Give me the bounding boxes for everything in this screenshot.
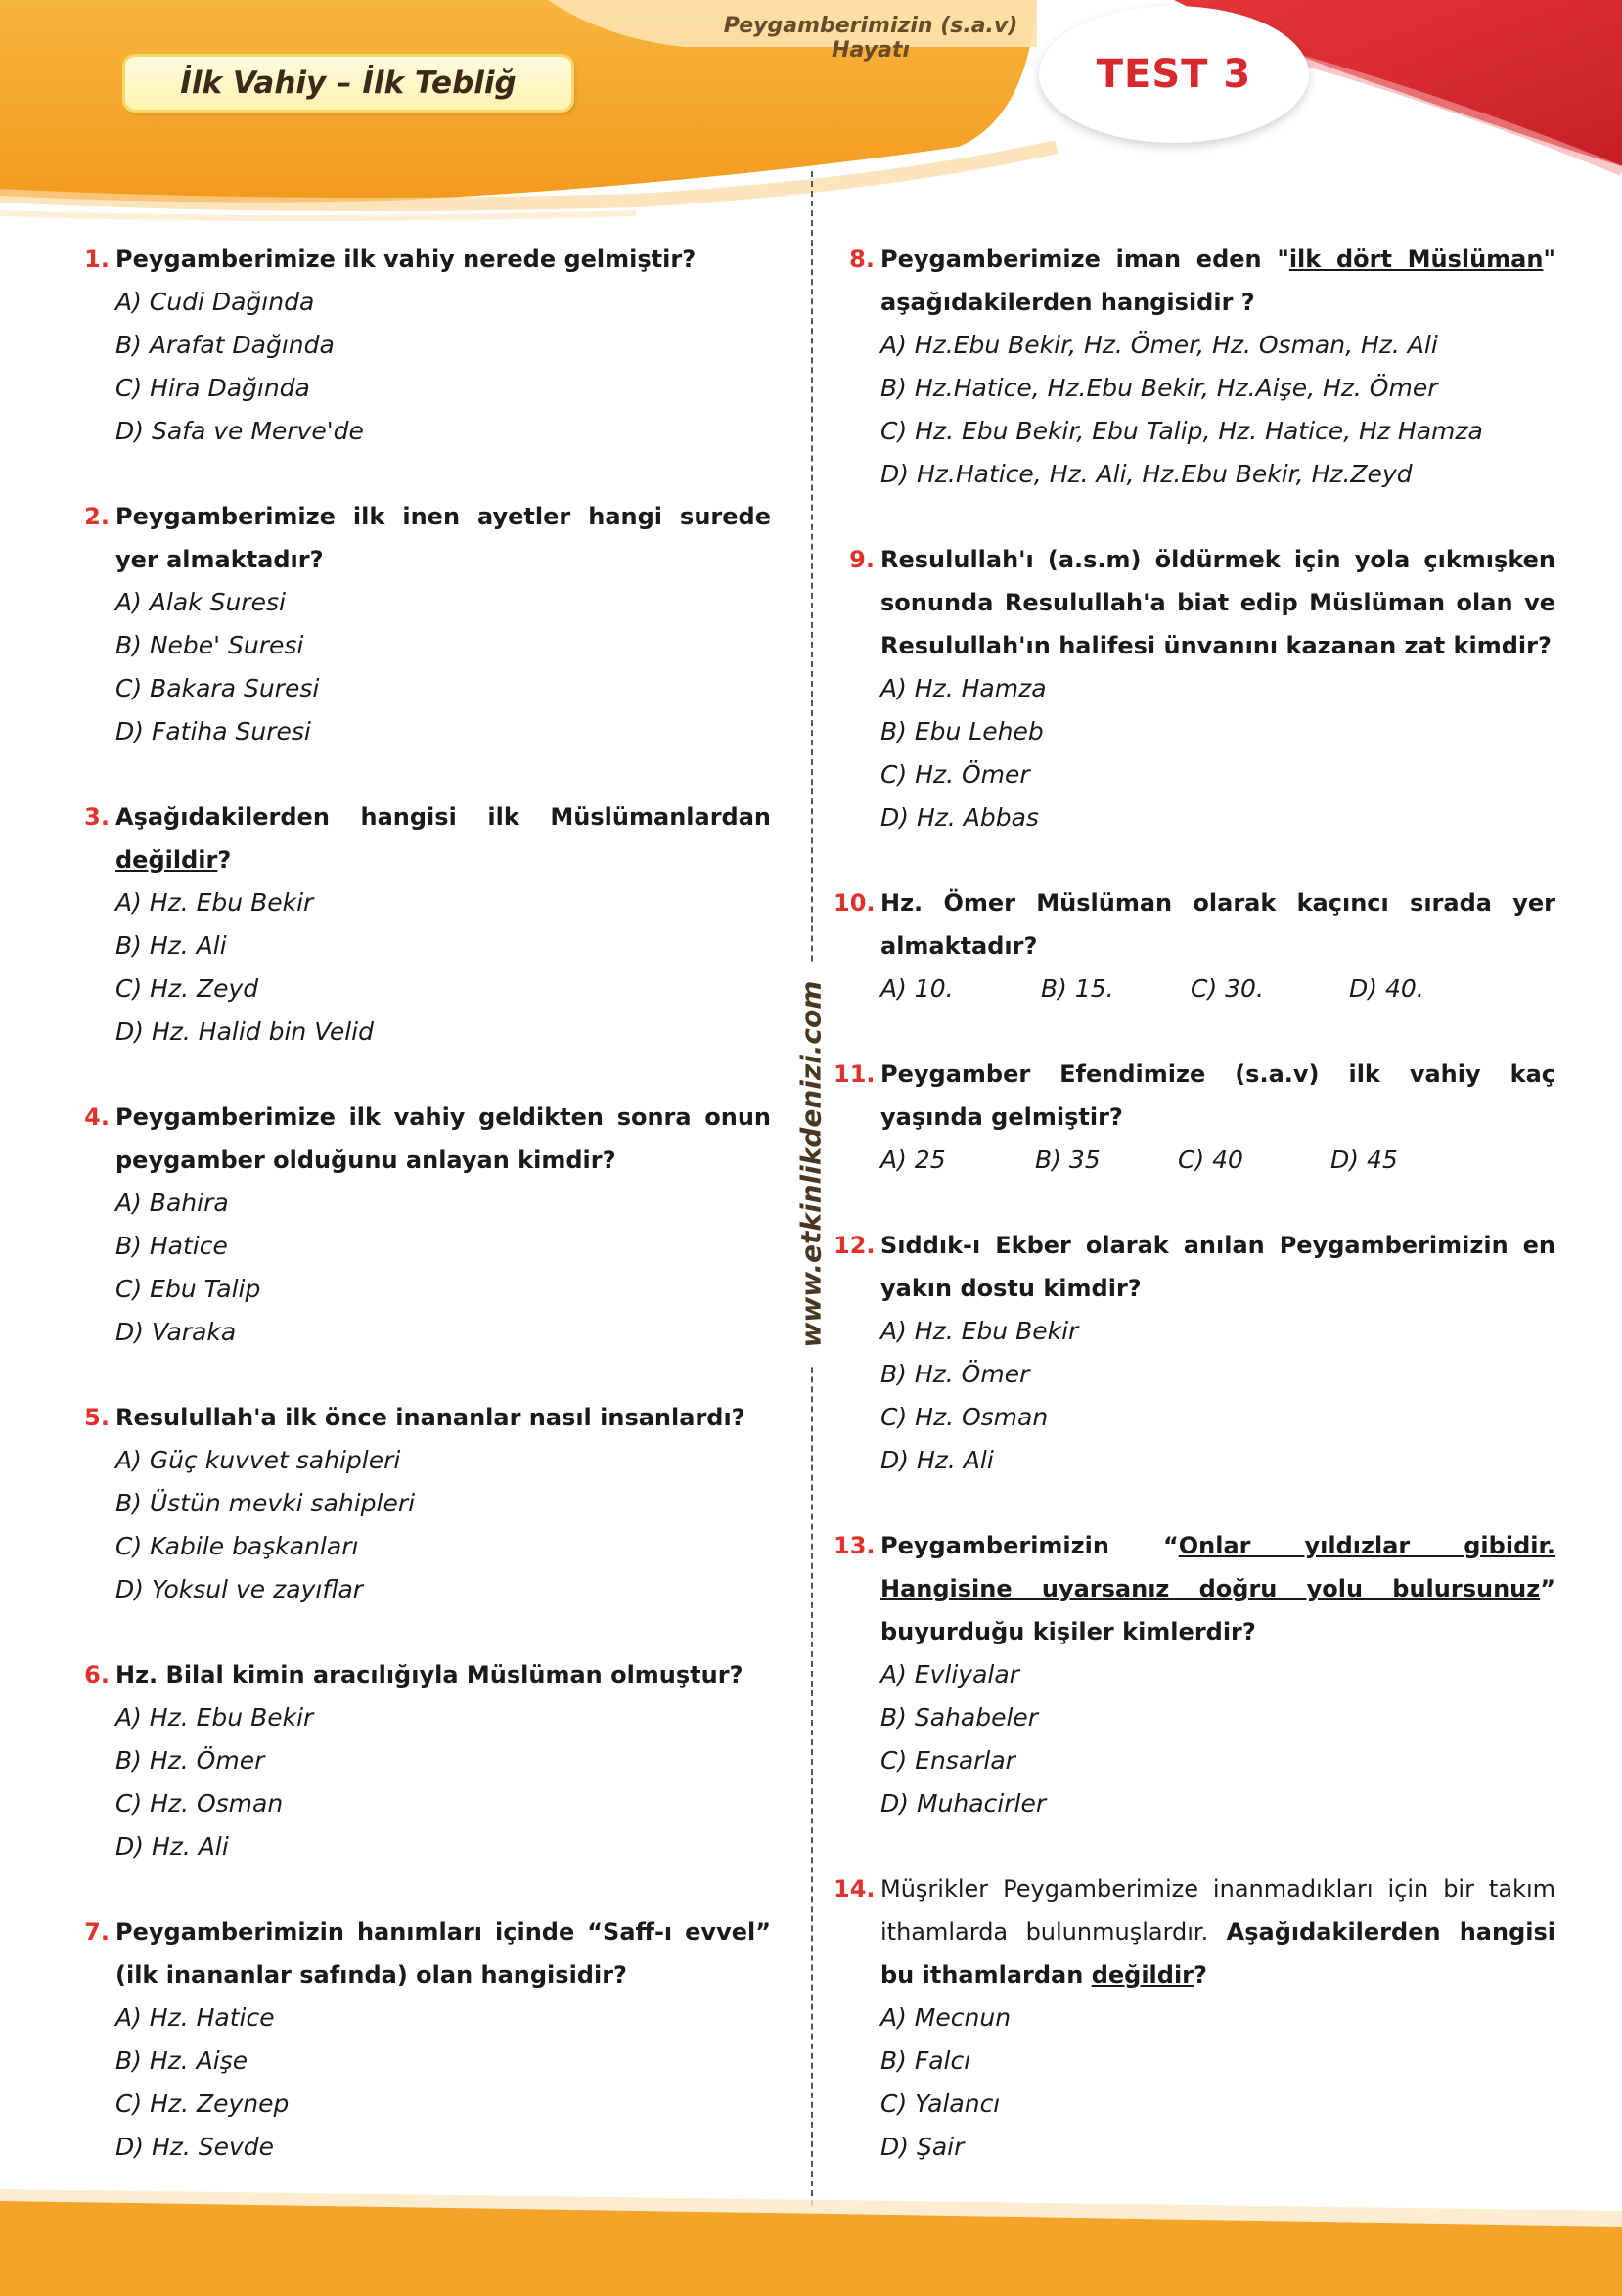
question-text-part: " aşağıdakilerden hangisidir ? xyxy=(880,246,1555,316)
option: B) Hz. Ali xyxy=(115,931,227,960)
question-number: 1. xyxy=(84,246,110,273)
question-text-part: ? xyxy=(217,846,232,874)
question-number: 7. xyxy=(84,1918,110,1946)
option: A) Hz. Ebu Bekir xyxy=(115,888,314,917)
underlined-quote: Onlar yıldızlar gibidir. Hangisine uyarsanız doğru yolu bulursunuz xyxy=(880,1532,1556,1602)
option: A) Güç kuvvet sahipleri xyxy=(115,1446,401,1474)
question-1 xyxy=(78,238,771,453)
option: B) Üstün mevki sahipleri xyxy=(115,1489,416,1517)
option: A) 25 xyxy=(880,1146,946,1174)
question-number: 14. xyxy=(834,1875,876,1903)
option: D) Varaka xyxy=(115,1318,237,1346)
option: D) Hz. Ali xyxy=(115,1832,229,1861)
question-number: 2. xyxy=(84,503,110,530)
question-text-part: Peygamberimize iman eden " xyxy=(880,246,1289,273)
option: B) Hz. Ömer xyxy=(880,1360,1030,1388)
question-3 xyxy=(78,795,771,1054)
option: A) Hz. Hatice xyxy=(115,2003,275,2032)
underlined-phrase: ilk dört Müslüman xyxy=(1288,246,1544,273)
option: D) Muhacirler xyxy=(880,1789,1047,1818)
question-text-part: Peygamberimizin “ xyxy=(880,1532,1179,1559)
question-number: 6. xyxy=(84,1661,110,1688)
underlined-word: değildir xyxy=(115,846,218,874)
option: B) 35 xyxy=(1035,1146,1101,1174)
question-number: 5. xyxy=(84,1404,110,1431)
subject-title: Peygamberimizin (s.a.v) Hayatı xyxy=(723,14,1018,63)
option: C) Hira Dağında xyxy=(115,374,310,402)
option: B) Falcı xyxy=(880,2047,971,2075)
option: C) Kabile başkanları xyxy=(115,1532,359,1560)
option: A) Bahira xyxy=(115,1189,229,1217)
option: A) Hz. Ebu Bekir xyxy=(880,1317,1079,1345)
question-text xyxy=(880,1524,1555,1653)
question-text-plain: Müşrikler Peygamberimize inanmadıkları için bir takım ithamlarda bulunmuşlardır. xyxy=(880,1875,1555,1946)
test-label: TEST 3 xyxy=(1096,52,1252,97)
question-9 xyxy=(843,538,1555,839)
question-text-part: ? xyxy=(1194,1961,1207,1989)
watermark: www.etkinlikdenizi.com xyxy=(795,964,828,1366)
option: D) Fatiha Suresi xyxy=(115,717,311,745)
question-text: Hz. Ömer Müslüman olarak kaçıncı sırada yer almaktadır? xyxy=(880,889,1555,960)
question-12 xyxy=(834,1224,1555,1482)
topic-title: İlk Vahiy – İlk Tebliğ xyxy=(180,66,517,101)
question-text: Peygamberimize ilk vahiy nerede gelmiştir? xyxy=(115,246,697,273)
question-number: 13. xyxy=(834,1532,876,1559)
options-row xyxy=(880,1139,1555,1182)
option: D) 45 xyxy=(1330,1146,1398,1174)
question-text: Resulullah'ı (a.s.m) öldürmek için yola çıkmışken sonunda Resulullah'a biat edip Müslüman olan ve Resulullah'ın halifesi ünvanını kazanan zat kimdir? xyxy=(880,546,1555,659)
option: C) 40 xyxy=(1178,1146,1243,1174)
test-badge xyxy=(1039,6,1309,143)
question-10 xyxy=(834,881,1555,1011)
option: B) Hz.Hatice, Hz.Ebu Bekir, Hz.Aişe, Hz. Ömer xyxy=(880,374,1438,402)
option: B) Hatice xyxy=(115,1232,228,1260)
question-14 xyxy=(834,1868,1556,2169)
option: D) Şair xyxy=(880,2133,965,2161)
option: A) Mecnun xyxy=(880,2003,1012,2032)
question-number: 3. xyxy=(84,803,110,831)
question-number: 10. xyxy=(834,889,876,917)
option: D) Hz. Halid bin Velid xyxy=(115,1017,374,1046)
question-text xyxy=(115,795,771,881)
option: C) Hz. Zeynep xyxy=(115,2090,290,2118)
option: C) Hz. Ebu Bekir, Ebu Talip, Hz. Hatice, Hz Hamza xyxy=(880,417,1483,445)
question-13 xyxy=(834,1524,1556,1825)
option: D) Yoksul ve zayıflar xyxy=(115,1575,364,1603)
question-text: Resulullah'a ilk önce inananlar nasıl insanlardı? xyxy=(115,1404,745,1431)
left-column xyxy=(78,238,771,2211)
option: C) Bakara Suresi xyxy=(115,674,320,702)
option: C) Yalancı xyxy=(880,2090,1001,2118)
question-text: Hz. Bilal kimin aracılığıyla Müslüman olmuştur? xyxy=(115,1661,743,1688)
question-text xyxy=(880,238,1555,324)
options-row xyxy=(880,968,1555,1011)
question-text-part: Aşağıdakilerden hangisi ilk Müslümanlardan xyxy=(115,803,771,831)
question-11 xyxy=(834,1053,1555,1182)
question-number: 4. xyxy=(84,1103,110,1131)
option: C) Hz. Osman xyxy=(115,1789,284,1818)
question-number: 12. xyxy=(834,1232,876,1259)
question-text: Peygamberimizin hanımları içinde “Saff-ı evvel” (ilk inananlar safında) olan hangisidir? xyxy=(115,1918,771,1989)
question-2 xyxy=(78,495,771,753)
option: D) Hz. Sevde xyxy=(115,2133,275,2161)
question-text-part: Aşağıdakilerden hangisi bu ithamlardan xyxy=(880,1918,1556,1989)
question-4 xyxy=(78,1096,771,1354)
option: B) Hz. Aişe xyxy=(115,2047,248,2075)
option: D) Safa ve Merve'de xyxy=(115,417,364,445)
footer-background xyxy=(0,2172,1622,2296)
option: A) Hz.Ebu Bekir, Hz. Ömer, Hz. Osman, Hz. Ali xyxy=(880,331,1438,359)
question-text xyxy=(880,1868,1555,1997)
question-8 xyxy=(843,238,1555,496)
topic-box xyxy=(125,57,571,110)
option: D) 40. xyxy=(1349,974,1424,1003)
option: A) 10. xyxy=(880,974,954,1003)
right-column xyxy=(834,238,1556,2211)
option: D) Hz.Hatice, Hz. Ali, Hz.Ebu Bekir, Hz.Zeyd xyxy=(880,460,1413,488)
question-number: 11. xyxy=(834,1060,876,1088)
option: A) Hz. Ebu Bekir xyxy=(115,1703,314,1732)
question-5 xyxy=(78,1396,771,1611)
question-number: 9. xyxy=(849,546,875,573)
question-text-part: ” buyurduğu kişiler kimlerdir? xyxy=(880,1575,1555,1645)
option: C) Ensarlar xyxy=(880,1746,1015,1775)
option: C) Ebu Talip xyxy=(115,1275,261,1303)
option: C) Hz. Zeyd xyxy=(115,974,259,1003)
option: B) Nebe' Suresi xyxy=(115,631,304,659)
option: C) 30. xyxy=(1191,974,1264,1003)
option: A) Evliyalar xyxy=(880,1660,1019,1688)
option: A) Cudi Dağında xyxy=(115,288,315,316)
question-text: Sıddık-ı Ekber olarak anılan Peygamberimizin en yakın dostu kimdir? xyxy=(880,1232,1555,1302)
option: A) Alak Suresi xyxy=(115,588,286,616)
option: C) Hz. Ömer xyxy=(880,760,1030,788)
question-number: 8. xyxy=(849,246,875,273)
option: B) Ebu Leheb xyxy=(880,717,1044,745)
option: B) Sahabeler xyxy=(880,1703,1039,1732)
question-7 xyxy=(78,1911,771,2169)
question-6 xyxy=(78,1653,771,1868)
underlined-word: değildir xyxy=(1091,1961,1194,1989)
option: D) Hz. Abbas xyxy=(880,803,1039,832)
option: D) Hz. Ali xyxy=(880,1446,994,1474)
option: B) Arafat Dağında xyxy=(115,331,335,359)
question-text: Peygamberimize ilk vahiy geldikten sonra onun peygamber olduğunu anlayan kimdir? xyxy=(115,1103,771,1174)
question-text: Peygamberimize ilk inen ayetler hangi surede yer almaktadır? xyxy=(115,503,771,573)
option: A) Hz. Hamza xyxy=(880,674,1047,702)
option: B) 15. xyxy=(1041,974,1114,1003)
option: C) Hz. Osman xyxy=(880,1403,1049,1431)
option: B) Hz. Ömer xyxy=(115,1746,265,1775)
question-text: Peygamber Efendimize (s.a.v) ilk vahiy kaç yaşında gelmiştir? xyxy=(880,1060,1555,1131)
